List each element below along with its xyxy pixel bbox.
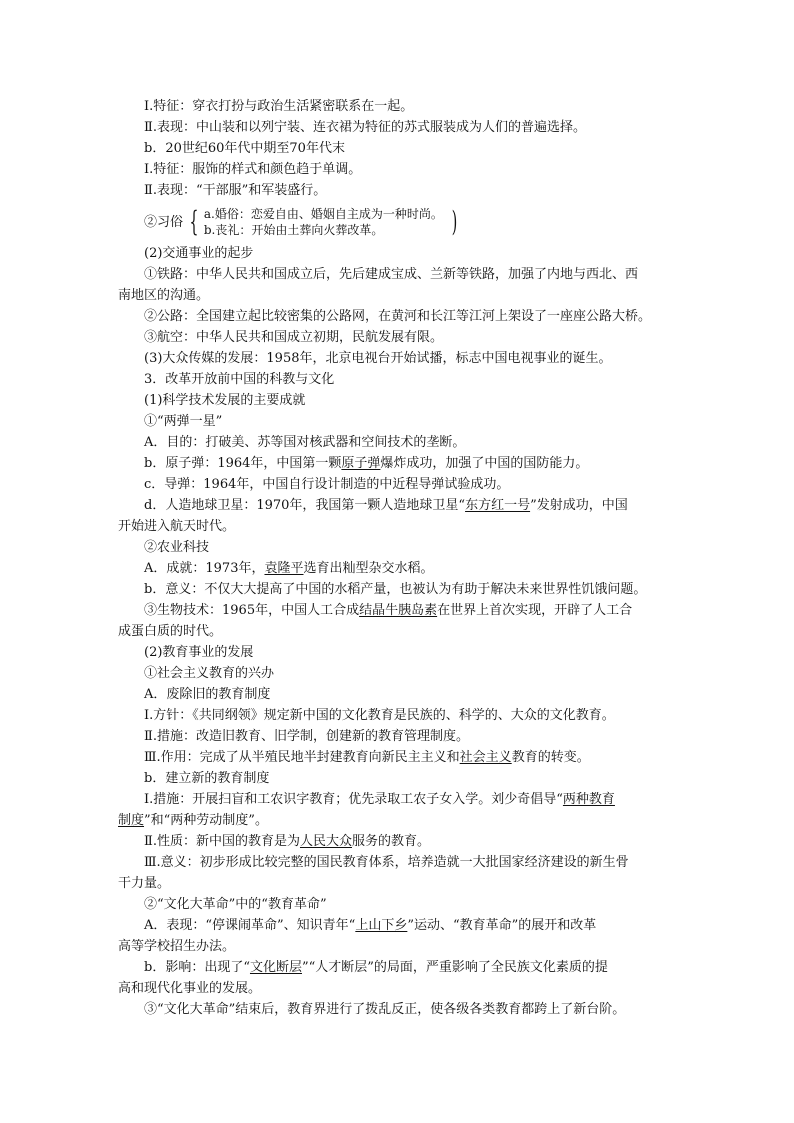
- text-line: Ⅱ.性质：新中国的教育是为人民大众服务的教育。: [144, 834, 430, 849]
- left-brace-icon: {: [189, 205, 199, 238]
- underlined-term: 东方红一号: [465, 498, 531, 513]
- text-line: ②公路：全国建立起比较密集的公路网，在黄河和长江等江河上架设了一座座公路大桥。: [144, 309, 652, 324]
- text-line: 南地区的沟通。: [118, 288, 210, 303]
- underlined-term: 结晶牛胰岛素: [359, 603, 438, 618]
- customs-items: [204, 206, 443, 238]
- underlined-term: 两种教育: [562, 792, 615, 807]
- text-line: 干力量。: [118, 876, 171, 891]
- document-page: [118, 96, 678, 1020]
- text-line: ③航空：中华人民共和国成立初期，民航发展有限。: [144, 330, 444, 345]
- customs-label: ②习俗: [144, 214, 184, 230]
- text-line: ①社会主义教育的兴办: [144, 666, 275, 681]
- text-line: d．人造地球卫星：1970年，我国第一颗人造地球卫星“东方红一号”发射成功，中国: [144, 498, 628, 513]
- underlined-term: 上山下乡: [355, 918, 408, 933]
- customs-item-funeral: b.丧礼：开始由土葬向火葬改革。: [203, 223, 384, 237]
- text-line: b．意义：不仅大大提高了中国的水稻产量，也被认为有助于解决未来世界性饥饿问题。: [144, 582, 647, 597]
- text-line: ①铁路：中华人民共和国成立后，先后建成宝成、兰新等铁路，加强了内地与西北、西: [144, 267, 639, 282]
- text-line: Ⅰ.方针：《共同纲领》规定新中国的文化教育是民族的、科学的、大众的文化教育。: [144, 708, 615, 723]
- text-line: ①“两弹一星”: [144, 414, 223, 429]
- text-line: ③生物技术：1965年，中国人工合成结晶牛胰岛素在世界上首次实现，开辟了人工合: [144, 603, 633, 618]
- section-heading: 3．改革开放前中国的科教与文化: [144, 372, 335, 387]
- customs-block: [118, 201, 678, 243]
- right-brace-icon: ): [451, 205, 458, 238]
- text-line: Ⅰ.特征：服饰的样式和颜色趋于单调。: [144, 162, 362, 177]
- text-line: 成蛋白质的时代。: [118, 624, 223, 639]
- section-heading: (2)交通事业的起步: [144, 246, 254, 261]
- underlined-term: 社会主义: [459, 750, 512, 765]
- underlined-term: 人民大众: [299, 834, 352, 849]
- text-line: b．20世纪60年代中期至70年代末: [144, 141, 345, 156]
- text-line: A．目的：打破美、苏等国对核武器和空间技术的垄断。: [144, 435, 466, 450]
- text-line: b．原子弹：1964年，中国第一颗原子弹爆炸成功，加强了中国的国防能力。: [144, 456, 589, 471]
- text-line: Ⅰ.特征：穿衣打扮与政治生活紧密联系在一起。: [144, 99, 414, 114]
- text-line: ③“文化大革命”结束后，教育界进行了拨乱反正，使各级各类教育都跨上了新台阶。: [144, 1002, 626, 1017]
- text-line: A．成就：1973年，袁隆平选育出籼型杂交水稻。: [144, 561, 434, 576]
- text-line: (3)大众传媒的发展：1958年，北京电视台开始试播，标志中国电视事业的诞生。: [144, 351, 612, 366]
- text-line: A．表现：“停课闹革命”、知识青年“上山下乡”运动、“教育革命”的展开和改革: [144, 918, 597, 933]
- text-line: 高等学校招生办法。: [118, 939, 236, 954]
- text-line: ②农业科技: [144, 540, 210, 555]
- text-line: Ⅲ.作用：完成了从半殖民地半封建教育向新民主主义和社会主义教育的转变。: [144, 750, 590, 765]
- customs-item-marriage: a.婚俗：恋爱自由、婚姻自主成为一种时尚。: [203, 207, 443, 221]
- text-line: 制度”和“两种劳动制度”。: [118, 813, 268, 828]
- text-line: 开始进入航天时代。: [118, 519, 236, 534]
- underlined-term: 制度: [118, 813, 145, 828]
- underlined-term: 文化断层: [249, 960, 302, 975]
- text-line: Ⅰ.措施：开展扫盲和工农识字教育；优先录取工农子女入学。刘少奇倡导“两种教育: [144, 792, 615, 807]
- underlined-term: 原子弹: [341, 456, 381, 471]
- text-line: Ⅱ.表现：“干部服”和军装盛行。: [144, 183, 327, 198]
- underlined-term: 袁隆平: [264, 561, 304, 576]
- text-line: Ⅱ.措施：改造旧教育、旧学制，创建新的教育管理制度。: [144, 729, 469, 744]
- text-line: A．废除旧的教育制度: [144, 687, 271, 702]
- section-heading: (2)教育事业的发展: [144, 645, 254, 660]
- text-line: Ⅲ.意义：初步形成比较完整的国民教育体系，培养造就一大批国家经济建设的新生骨: [144, 855, 629, 870]
- section-heading: (1)科学技术发展的主要成就: [144, 393, 306, 408]
- text-line: ②“文化大革命”中的“教育革命”: [144, 897, 327, 912]
- text-line: Ⅱ.表现：中山装和以列宁装、连衣裙为特征的苏式服装成为人们的普遍选择。: [144, 120, 586, 135]
- text-line: b．建立新的教育制度: [144, 771, 270, 786]
- text-line: b．影响：出现了“文化断层”“人才断层”的局面，严重影响了全民族文化素质的提: [144, 960, 608, 975]
- text-line: 高和现代化事业的发展。: [118, 981, 262, 996]
- text-line: c．导弹：1964年，中国自行设计制造的中近程导弹试验成功。: [144, 477, 510, 492]
